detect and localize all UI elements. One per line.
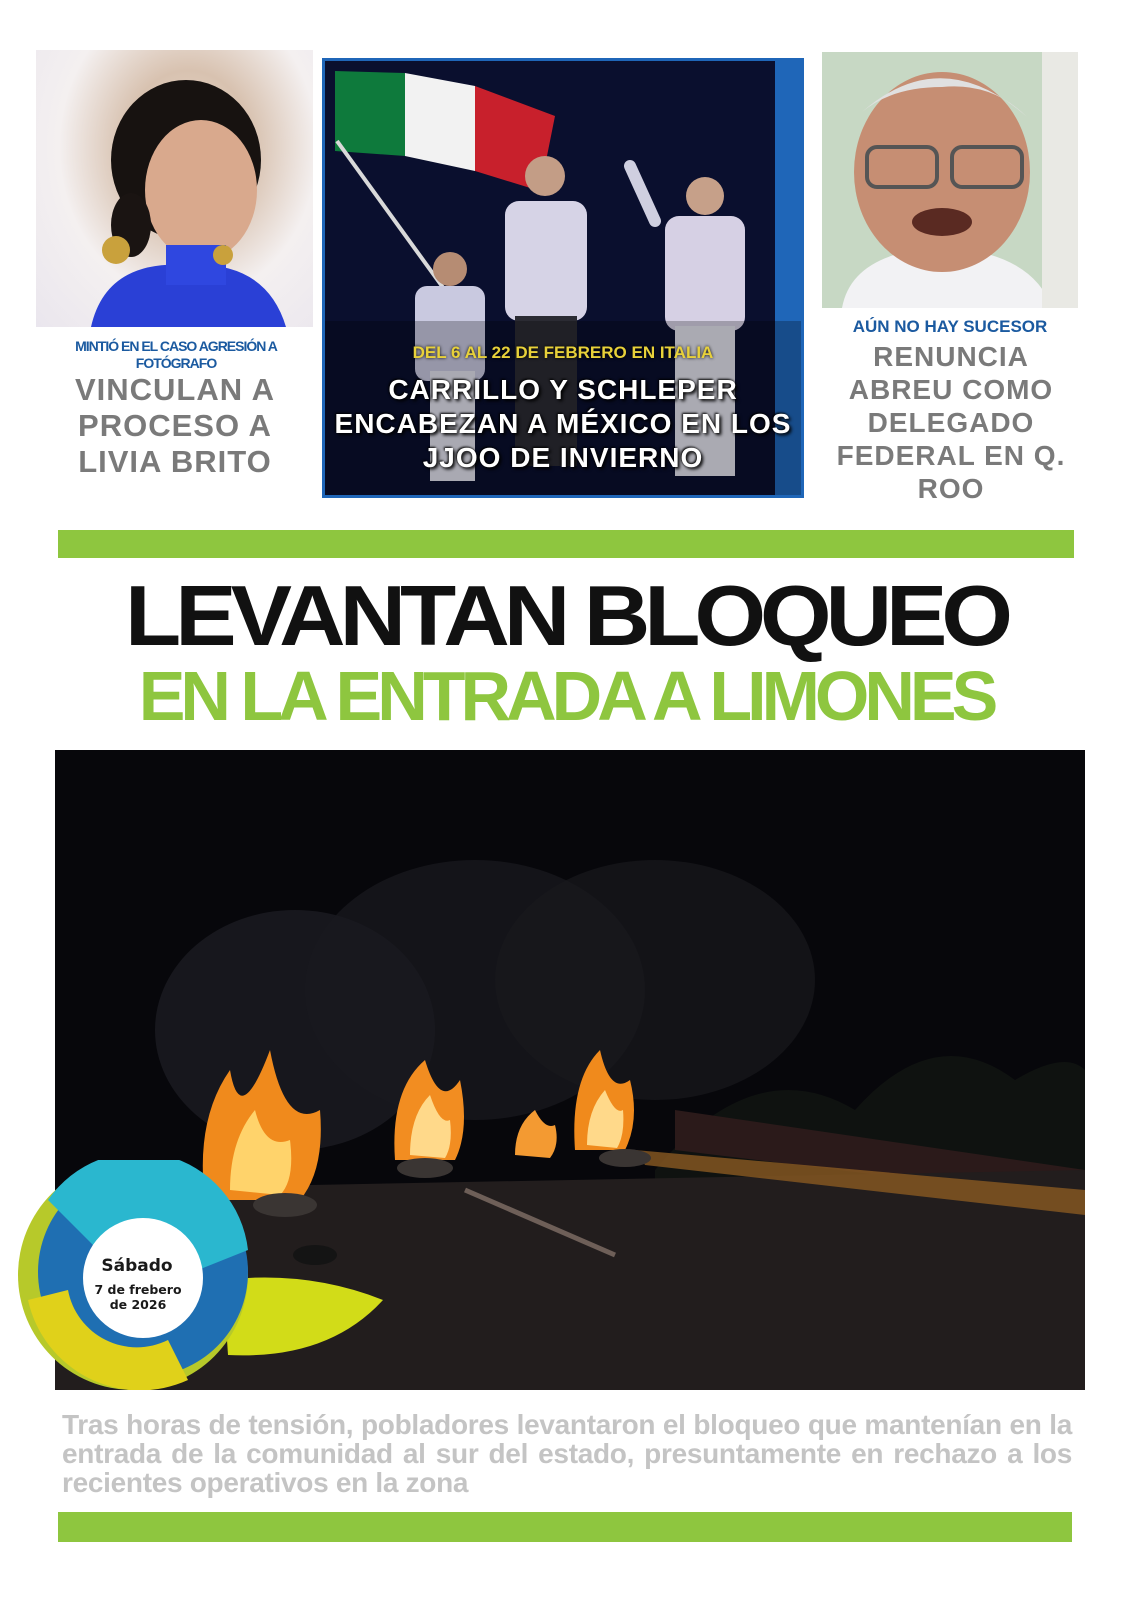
portrait-illustration [822,52,1078,308]
portrait-illustration [36,50,313,327]
winter-olympics-photo[interactable] [322,58,804,498]
center-story-headline[interactable]: CARRILLO Y SCHLEPER ENCABEZAN A MÉXICO EN LOS JJOO DE INVIERNO [334,374,792,473]
abreu-photo[interactable] [822,52,1078,308]
left-story-headline[interactable]: VINCULAN A PROCESO A LIVIA BRITO [74,372,275,479]
right-story-kicker: AÚN NO HAY SUCESOR [852,317,1048,336]
main-headline[interactable]: LEVANTAN BLOQUEO [125,568,1007,664]
livia-brito-photo[interactable] [36,50,313,327]
swirl-logo-icon [8,1160,388,1390]
date-badge [8,1160,388,1390]
top-divider-bar [58,530,1074,558]
main-deck: Tras horas de tensión, pobladores levantaron el bloqueo que mantenían en la entrada de la comunidad al sur del estado, presuntamente en rechazo a los recientes operativos en la zona [62,1409,1072,1498]
bottom-divider-bar [58,1512,1072,1542]
main-subheadline: EN LA ENTRADA A LIMONES [138,657,994,735]
badge-day: Sábado [101,1256,173,1276]
badge-date: 7 de frebero de 2026 [94,1282,182,1312]
right-story-headline[interactable]: RENUNCIA ABREU COMO DELEGADO FEDERAL EN Q. ROO [836,341,1066,504]
center-story-kicker: DEL 6 AL 22 DE FEBRERO EN ITALIA [412,343,714,362]
left-story-kicker: MINTIÓ EN EL CASO AGRESIÓN A FOTÓGRAFO [75,338,277,371]
